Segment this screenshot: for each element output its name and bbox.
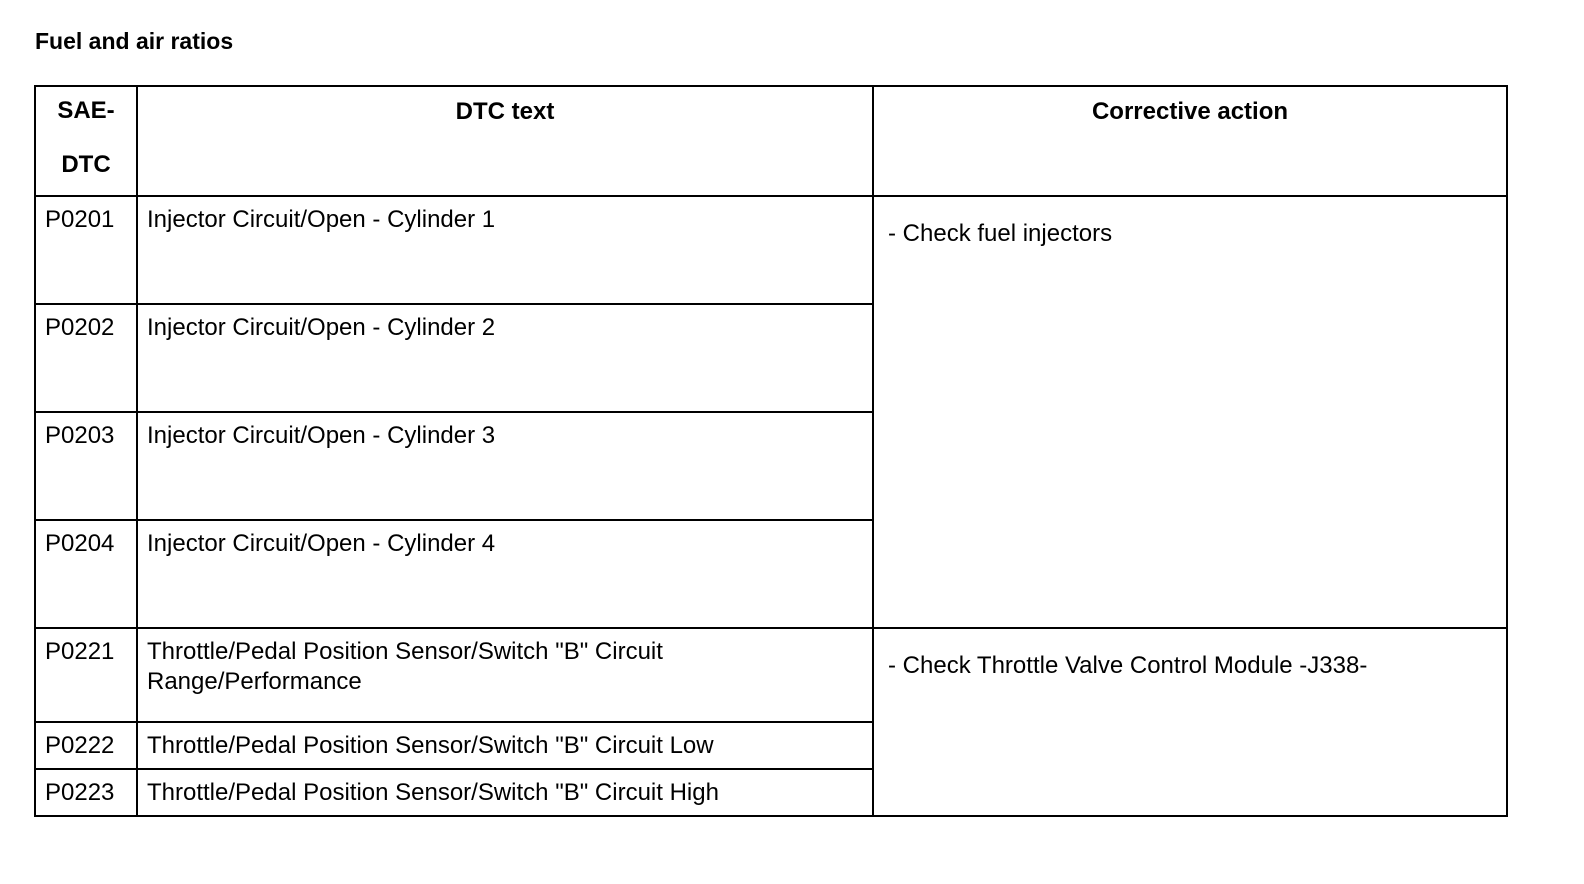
table-header-row — [35, 86, 1507, 196]
dtc-code-cell: P0202 — [35, 304, 137, 412]
dtc-text-cell: Throttle/Pedal Position Sensor/Switch "B" Circuit Range/Performance — [137, 628, 873, 722]
header-sae-dtc-line2: DTC — [61, 151, 111, 178]
dtc-code-cell: P0221 — [35, 628, 137, 722]
dtc-text-cell: Throttle/Pedal Position Sensor/Switch "B" Circuit High — [137, 769, 873, 816]
header-sae-dtc-line1: SAE- — [57, 97, 115, 124]
table-row — [35, 628, 1507, 722]
dtc-text-cell: Injector Circuit/Open - Cylinder 1 — [137, 196, 873, 304]
dtc-code-cell: P0222 — [35, 722, 137, 769]
dtc-text-cell: Injector Circuit/Open - Cylinder 4 — [137, 520, 873, 628]
dtc-code-cell: P0203 — [35, 412, 137, 520]
table-row — [35, 196, 1507, 304]
dtc-code-cell: P0223 — [35, 769, 137, 816]
corrective-action-cell: - Check fuel injectors — [873, 196, 1507, 628]
header-dtc-text: DTC text — [137, 86, 873, 196]
dtc-code-cell: P0204 — [35, 520, 137, 628]
dtc-text-cell: Throttle/Pedal Position Sensor/Switch "B" Circuit Low — [137, 722, 873, 769]
corrective-action-cell: - Check Throttle Valve Control Module -J338- — [873, 628, 1507, 816]
dtc-text-cell: Injector Circuit/Open - Cylinder 3 — [137, 412, 873, 520]
section-title: Fuel and air ratios — [35, 28, 234, 54]
header-sae-dtc — [35, 86, 137, 196]
dtc-text-cell: Injector Circuit/Open - Cylinder 2 — [137, 304, 873, 412]
dtc-table — [34, 85, 1508, 817]
header-corrective-action: Corrective action — [873, 86, 1507, 196]
dtc-code-cell: P0201 — [35, 196, 137, 304]
